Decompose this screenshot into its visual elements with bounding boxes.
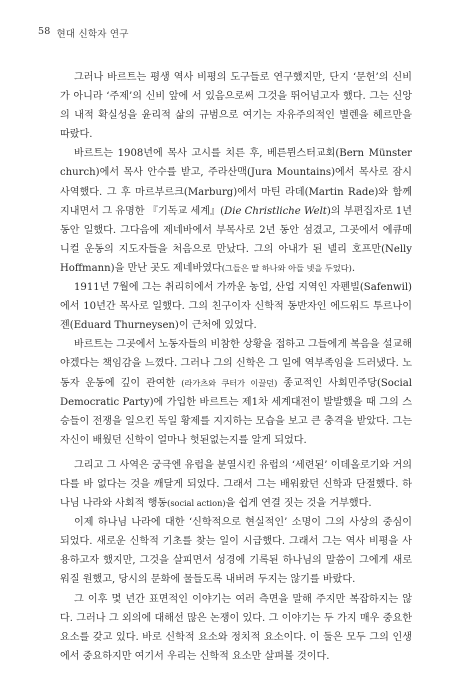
text-run: 그리고 그 사역은 궁극엔 유럽을 분열시킨 유럽의 ‘세련된’ 이데올로기와 거의 다를 바 없다는 것을 깨달게 되었다. 그래서 그는 배워왔던 신학과 단절했다. 하나님 나라와 사회적 행동 bbox=[60, 459, 412, 510]
inline-note: (라가츠와 쿠터가 이끌던) bbox=[181, 377, 278, 388]
inline-note: (그들은 딸 하나와 아들 넷을 두었다) bbox=[221, 262, 352, 273]
paragraph bbox=[60, 513, 412, 589]
paragraph bbox=[60, 590, 412, 666]
text-run: 종교적인 사회민주당(Social Democratic Party)에 가입한 바르트는 제1차 세계대전이 발발했을 때 그의 스승들이 전쟁을 일으킨 독일 황제를 지지하는 모습을 보고 큰 충격을 받았다. 그는 자신이 배웠던 신학이 얼마나 헛된없는지를 알게 되었다. bbox=[60, 377, 413, 446]
inline-note: (social action) bbox=[167, 498, 226, 509]
text-run: 을 쉽게 연결 짓는 것을 거부했다. bbox=[225, 498, 372, 510]
text-run: 이제 하나님 나라에 대한 ‘신학적으로 현실적인’ 소명이 그의 사상의 중심이 되었다. 새로운 신학적 기초를 찾는 일이 시급했다. 그래서 그는 역사 비평을 사용하고자 했지만, 그것을 살피면서 성경에 기록된 하나님의 말씀이 그에게 새로워질 원했고, 당시의 문화에 물들도록 내버려 두지는 않기를 바랐다. bbox=[60, 517, 412, 586]
running-title: 현대 신학자 연구 bbox=[56, 29, 129, 40]
italic-title: Die Christliche Welt bbox=[224, 205, 327, 217]
running-header bbox=[38, 26, 129, 40]
paragraph bbox=[60, 456, 412, 513]
paragraph bbox=[60, 68, 412, 144]
text-run: 바르트는 그곳에서 노동자들의 비참한 상황을 접하고 그들에게 복음을 설교해야겠다는 책임감을 느꼈다. 그러나 그의 신학은 그 일에 역부족임을 드러냈다. 노동자 운동에 깊이 관여한 bbox=[60, 339, 412, 389]
paragraph bbox=[60, 278, 412, 335]
text-run: )의 부편집자로 1년 동안 일했다. 그다음에 제네바에서 부목사로 2년 동안 섬겼고, 그곳에서 에큐메니컬 운동의 지도자들을 처음으로 만났다. 그의 아내가 된 넬리 호프만(Nelly Hoffmann)을 만난 곳도 제네바였다 bbox=[60, 205, 413, 274]
text-run: . bbox=[351, 262, 356, 274]
paragraph bbox=[60, 144, 412, 278]
text-run: 바르트는 1908년에 목사 고시를 치른 후, 베른뮌스터교회(Bern Münster church)에서 목사 안수를 받고, 주라산맥(Jura Mountains)에서 목사로 잠시 사역했다. 그 후 마르부르크(Marburg)에서 마틴 라데(Martin Rade)와 함께 지내면서 그 유명한 『기독교 세계』( bbox=[60, 148, 412, 217]
text-run: 1911년 7월에 그는 취리히에서 가까운 농업, 산업 지역인 자펜빌(Safenwil)에서 10년간 목사로 일했다. 그의 친구이자 신학적 동반자인 에드워드 투르나이젠(Eduard Thurneysen)이 근처에 있었다. bbox=[60, 282, 412, 332]
page-number: 58 bbox=[38, 26, 51, 37]
paragraph bbox=[60, 335, 412, 450]
text-run: 그러나 바르트는 평생 역사 비평의 도구들로 연구했지만, 단지 ‘문헌’의 신비가 아니라 ‘주제’의 신비 앞에 서 있음으로써 그것을 뛰어넘고자 했다. 그는 신앙의 내적 확실성을 윤리적 삶의 규범으로 여기는 자유주의적인 별렌을 헤르만을 따랐다. bbox=[60, 72, 412, 141]
text-run: 그 이후 몇 년간 표면적인 이야기는 여러 측면을 말해 주지만 복잡하지는 않다. 그러나 그 외의에 대해선 많은 논쟁이 있다. 그 이야기는 두 가지 매우 중요한 요소를 갖고 있다. 바로 신학적 요소와 정치적 요소이다. 이 둘은 모두 그의 인생에서 중요하지만 여기서 우리는 신학적 요소만 살펴볼 것이다. bbox=[60, 593, 412, 662]
body-text bbox=[60, 68, 412, 666]
